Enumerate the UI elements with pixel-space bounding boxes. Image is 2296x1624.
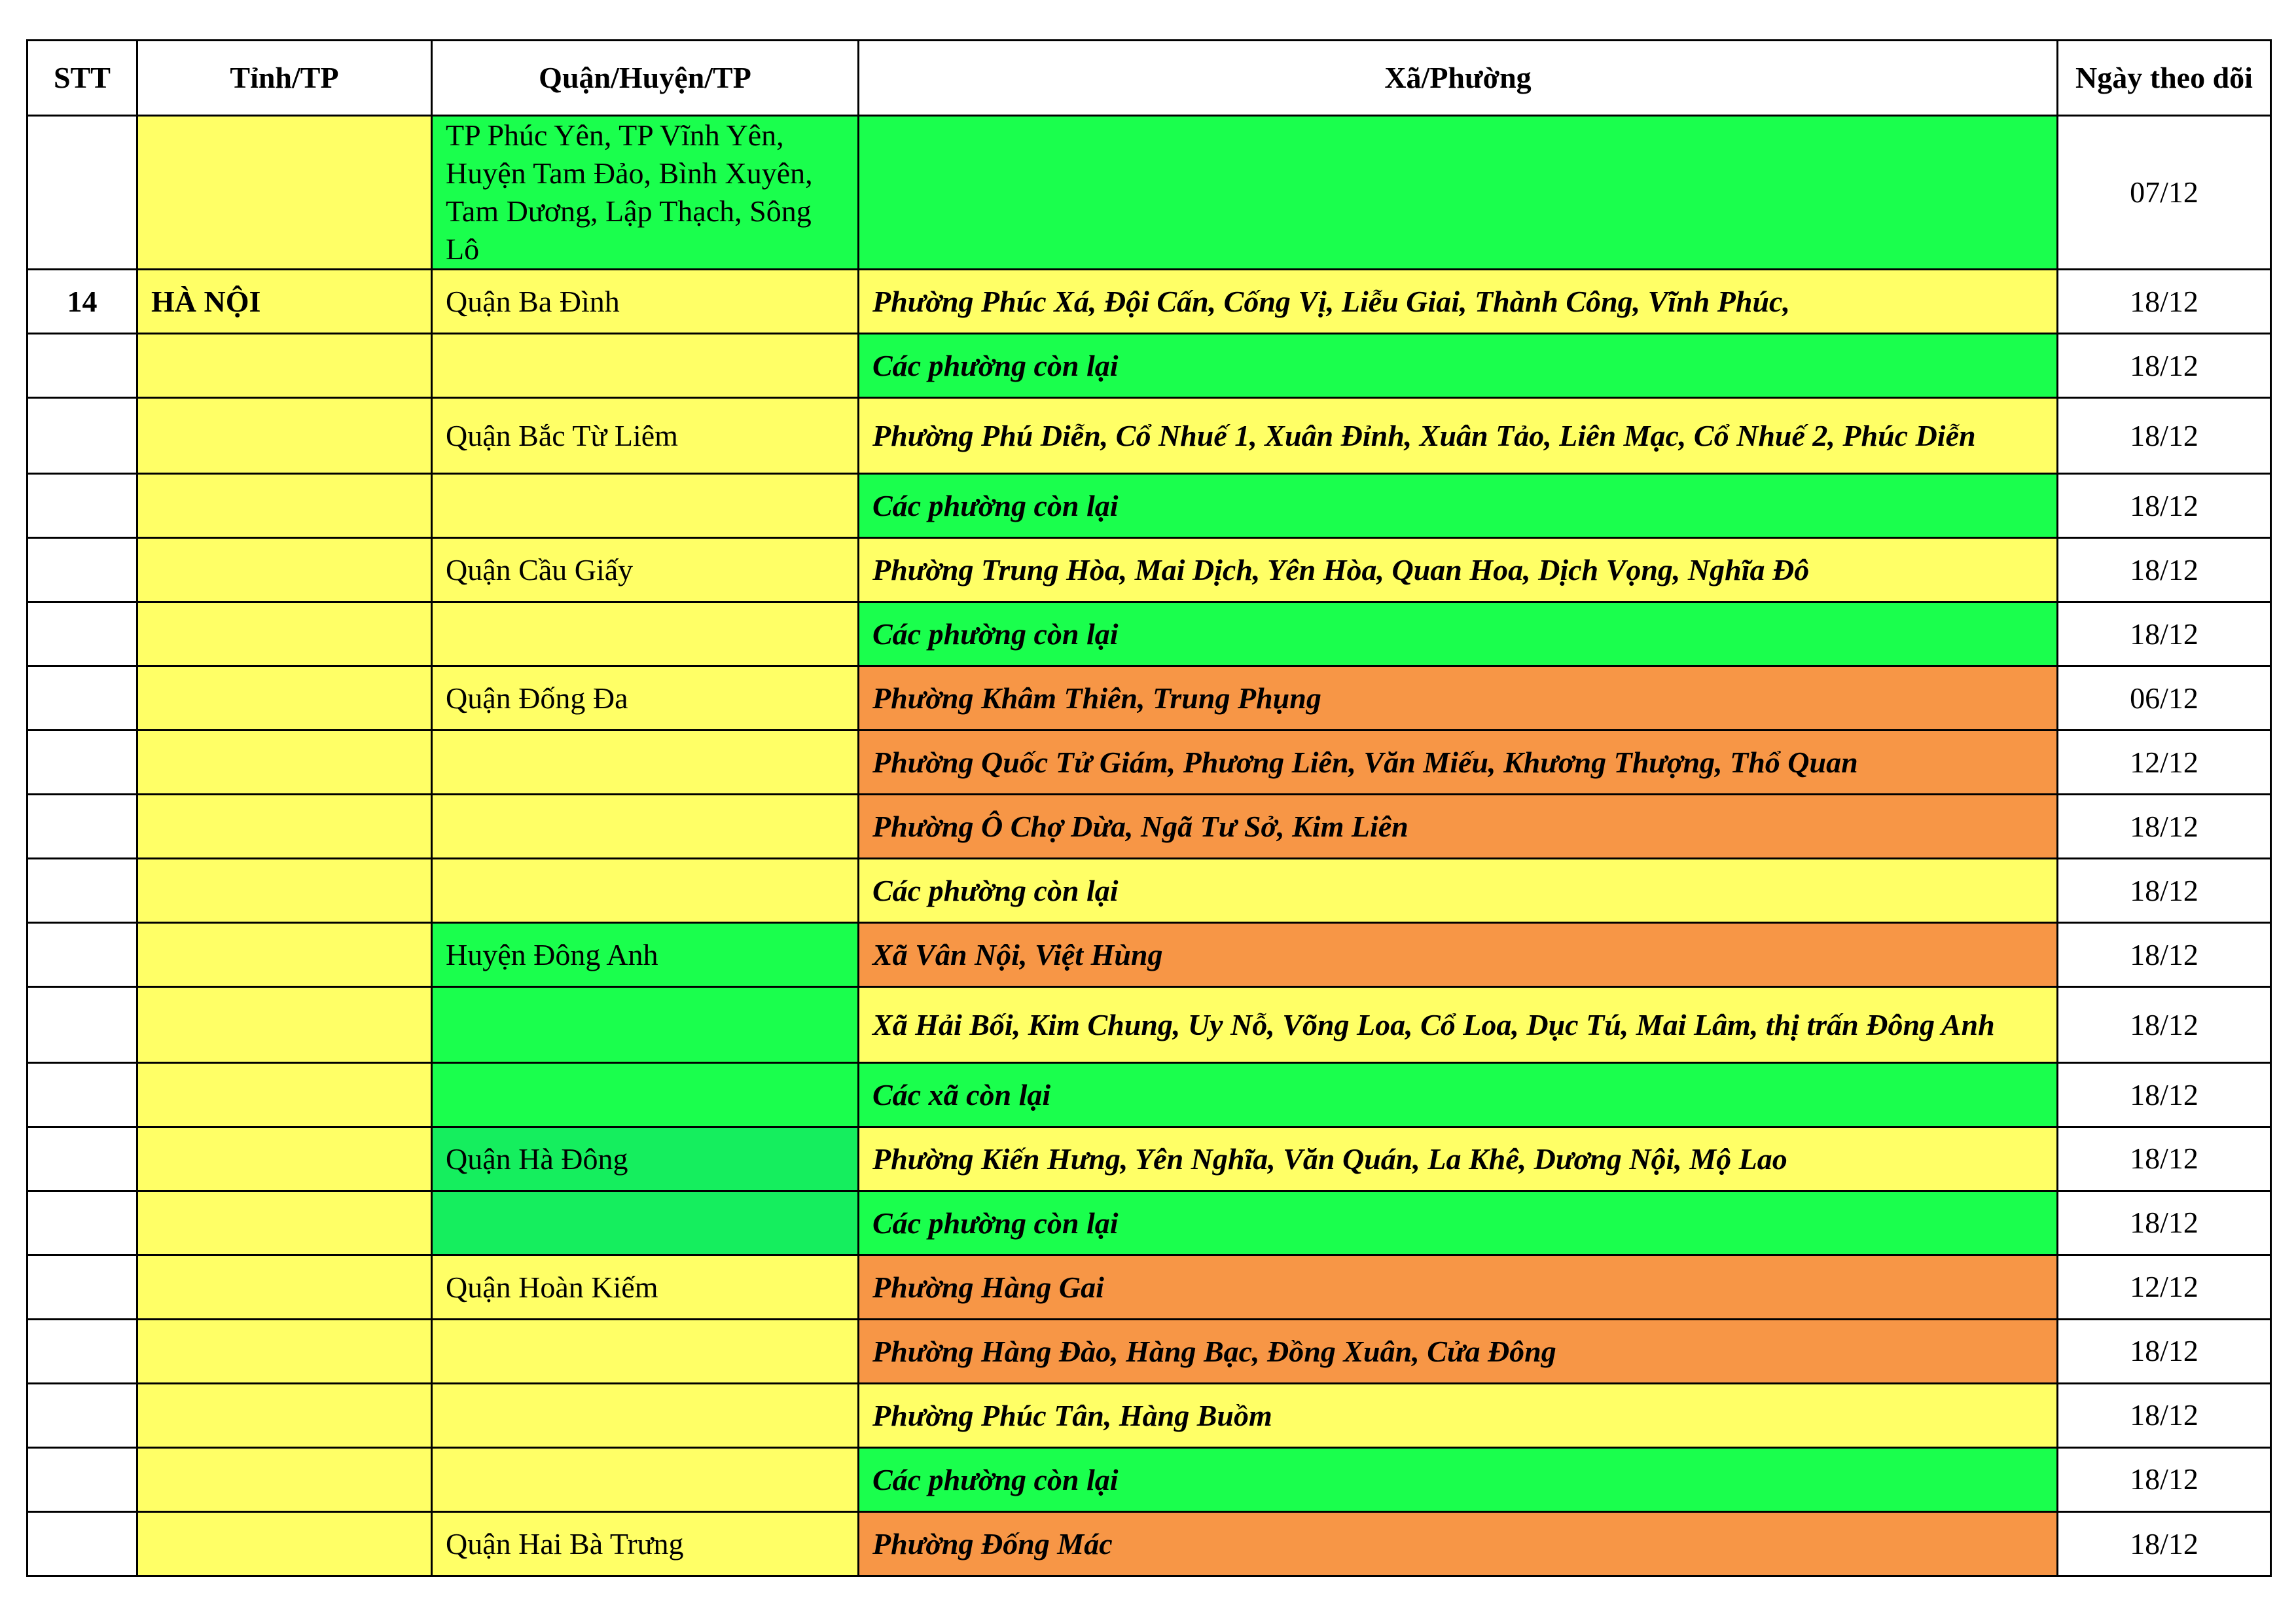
cell-xa: Các phường còn lại	[859, 602, 2058, 666]
cell-ngay: 18/12	[2058, 1320, 2271, 1384]
cell-xa: Phường Phúc Xá, Đội Cấn, Cống Vị, Liễu Giai, Thành Công, Vĩnh Phúc,	[859, 270, 2058, 334]
cell-tinh	[137, 987, 432, 1063]
cell-tinh	[137, 602, 432, 666]
cell-ngay: 18/12	[2058, 1448, 2271, 1512]
cell-xa: Các phường còn lại	[859, 1448, 2058, 1512]
cell-tinh	[137, 116, 432, 270]
cell-stt	[27, 923, 137, 987]
table-row	[27, 270, 2271, 334]
cell-quan	[432, 731, 859, 795]
cell-stt	[27, 1063, 137, 1127]
cell-stt	[27, 602, 137, 666]
cell-ngay: 18/12	[2058, 859, 2271, 923]
header-stt: STT	[27, 41, 137, 116]
cell-ngay: 06/12	[2058, 666, 2271, 731]
cell-quan	[432, 602, 859, 666]
cell-tinh	[137, 1512, 432, 1576]
cell-tinh	[137, 923, 432, 987]
cell-xa: Xã Hải Bối, Kim Chung, Uy Nỗ, Võng Loa, Cổ Loa, Dục Tú, Mai Lâm, thị trấn Đông Anh	[859, 987, 2058, 1063]
cell-quan: Quận Hai Bà Trưng	[432, 1512, 859, 1576]
table-row	[27, 398, 2271, 474]
table-row	[27, 1512, 2271, 1576]
cell-ngay: 18/12	[2058, 398, 2271, 474]
cell-stt	[27, 1320, 137, 1384]
table-row	[27, 923, 2271, 987]
cell-ngay: 18/12	[2058, 795, 2271, 859]
cell-tinh	[137, 859, 432, 923]
cell-stt	[27, 538, 137, 602]
cell-tinh	[137, 334, 432, 398]
cell-ngay: 18/12	[2058, 538, 2271, 602]
cell-tinh	[137, 1063, 432, 1127]
cell-quan: Huyện Đông Anh	[432, 923, 859, 987]
cell-xa: Các phường còn lại	[859, 334, 2058, 398]
cell-stt	[27, 398, 137, 474]
cell-stt	[27, 1448, 137, 1512]
cell-tinh	[137, 731, 432, 795]
cell-ngay: 18/12	[2058, 1127, 2271, 1191]
zone-table	[26, 39, 2272, 1577]
table-row	[27, 1063, 2271, 1127]
header-tinh: Tỉnh/TP	[137, 41, 432, 116]
cell-stt	[27, 474, 137, 538]
table-row	[27, 334, 2271, 398]
cell-xa	[859, 116, 2058, 270]
table-row	[27, 987, 2271, 1063]
cell-ngay: 18/12	[2058, 987, 2271, 1063]
cell-xa: Phường Phúc Tân, Hàng Buồm	[859, 1384, 2058, 1448]
cell-stt	[27, 666, 137, 731]
cell-xa: Phường Quốc Tử Giám, Phương Liên, Văn Miếu, Khương Thượng, Thổ Quan	[859, 731, 2058, 795]
cell-xa: Phường Ô Chợ Dừa, Ngã Tư Sở, Kim Liên	[859, 795, 2058, 859]
cell-xa: Phường Hàng Gai	[859, 1255, 2058, 1320]
cell-stt	[27, 795, 137, 859]
cell-stt	[27, 1255, 137, 1320]
cell-stt	[27, 731, 137, 795]
cell-stt	[27, 1191, 137, 1255]
cell-xa: Phường Đống Mác	[859, 1512, 2058, 1576]
cell-stt	[27, 1512, 137, 1576]
cell-quan: Quận Hoàn Kiếm	[432, 1255, 859, 1320]
cell-ngay: 18/12	[2058, 474, 2271, 538]
cell-quan: Quận Hà Đông	[432, 1127, 859, 1191]
cell-ngay: 18/12	[2058, 1063, 2271, 1127]
cell-tinh	[137, 1127, 432, 1191]
cell-tinh: HÀ NỘI	[137, 270, 432, 334]
table-row	[27, 1191, 2271, 1255]
cell-ngay: 12/12	[2058, 731, 2271, 795]
cell-quan	[432, 1063, 859, 1127]
cell-tinh	[137, 795, 432, 859]
cell-quan: TP Phúc Yên, TP Vĩnh Yên, Huyện Tam Đảo, Bình Xuyên, Tam Dương, Lập Thạch, Sông Lô	[432, 116, 859, 270]
cell-stt	[27, 859, 137, 923]
cell-xa: Xã Vân Nội, Việt Hùng	[859, 923, 2058, 987]
cell-tinh	[137, 666, 432, 731]
header-quan: Quận/Huyện/TP	[432, 41, 859, 116]
header-xa: Xã/Phường	[859, 41, 2058, 116]
cell-xa: Các phường còn lại	[859, 474, 2058, 538]
table-row	[27, 1127, 2271, 1191]
cell-xa: Phường Kiến Hưng, Yên Nghĩa, Văn Quán, La Khê, Dương Nội, Mộ Lao	[859, 1127, 2058, 1191]
cell-quan	[432, 1448, 859, 1512]
table-row	[27, 538, 2271, 602]
cell-tinh	[137, 1255, 432, 1320]
cell-quan	[432, 795, 859, 859]
cell-tinh	[137, 1191, 432, 1255]
cell-quan	[432, 474, 859, 538]
cell-stt: 14	[27, 270, 137, 334]
cell-quan	[432, 1191, 859, 1255]
cell-ngay: 07/12	[2058, 116, 2271, 270]
table-row	[27, 1384, 2271, 1448]
header-row	[27, 41, 2271, 116]
table-row	[27, 666, 2271, 731]
cell-tinh	[137, 1384, 432, 1448]
cell-quan	[432, 334, 859, 398]
cell-quan: Quận Bắc Từ Liêm	[432, 398, 859, 474]
cell-ngay: 18/12	[2058, 923, 2271, 987]
table-row	[27, 859, 2271, 923]
table-row	[27, 731, 2271, 795]
table-row	[27, 116, 2271, 270]
table-row	[27, 795, 2271, 859]
cell-xa: Các phường còn lại	[859, 1191, 2058, 1255]
table-row	[27, 1320, 2271, 1384]
cell-stt	[27, 987, 137, 1063]
cell-stt	[27, 1127, 137, 1191]
cell-xa: Các xã còn lại	[859, 1063, 2058, 1127]
table-row	[27, 602, 2271, 666]
cell-quan: Quận Ba Đình	[432, 270, 859, 334]
header-ngay: Ngày theo dõi	[2058, 41, 2271, 116]
cell-stt	[27, 1384, 137, 1448]
cell-ngay: 18/12	[2058, 1512, 2271, 1576]
cell-quan	[432, 859, 859, 923]
cell-tinh	[137, 1448, 432, 1512]
cell-xa: Phường Khâm Thiên, Trung Phụng	[859, 666, 2058, 731]
cell-ngay: 18/12	[2058, 602, 2271, 666]
cell-quan: Quận Đống Đa	[432, 666, 859, 731]
cell-ngay: 18/12	[2058, 334, 2271, 398]
cell-tinh	[137, 538, 432, 602]
table-row	[27, 1255, 2271, 1320]
cell-xa: Phường Trung Hòa, Mai Dịch, Yên Hòa, Quan Hoa, Dịch Vọng, Nghĩa Đô	[859, 538, 2058, 602]
table-row	[27, 1448, 2271, 1512]
cell-quan	[432, 987, 859, 1063]
cell-xa: Các phường còn lại	[859, 859, 2058, 923]
cell-ngay: 18/12	[2058, 270, 2271, 334]
cell-xa: Phường Phú Diễn, Cổ Nhuế 1, Xuân Đỉnh, Xuân Tảo, Liên Mạc, Cổ Nhuế 2, Phúc Diễn	[859, 398, 2058, 474]
cell-xa: Phường Hàng Đào, Hàng Bạc, Đồng Xuân, Cửa Đông	[859, 1320, 2058, 1384]
cell-stt	[27, 334, 137, 398]
cell-quan	[432, 1320, 859, 1384]
table-row	[27, 474, 2271, 538]
cell-stt	[27, 116, 137, 270]
cell-tinh	[137, 474, 432, 538]
cell-tinh	[137, 398, 432, 474]
cell-quan: Quận Cầu Giấy	[432, 538, 859, 602]
cell-ngay: 18/12	[2058, 1191, 2271, 1255]
cell-quan	[432, 1384, 859, 1448]
cell-ngay: 18/12	[2058, 1384, 2271, 1448]
cell-ngay: 12/12	[2058, 1255, 2271, 1320]
cell-tinh	[137, 1320, 432, 1384]
